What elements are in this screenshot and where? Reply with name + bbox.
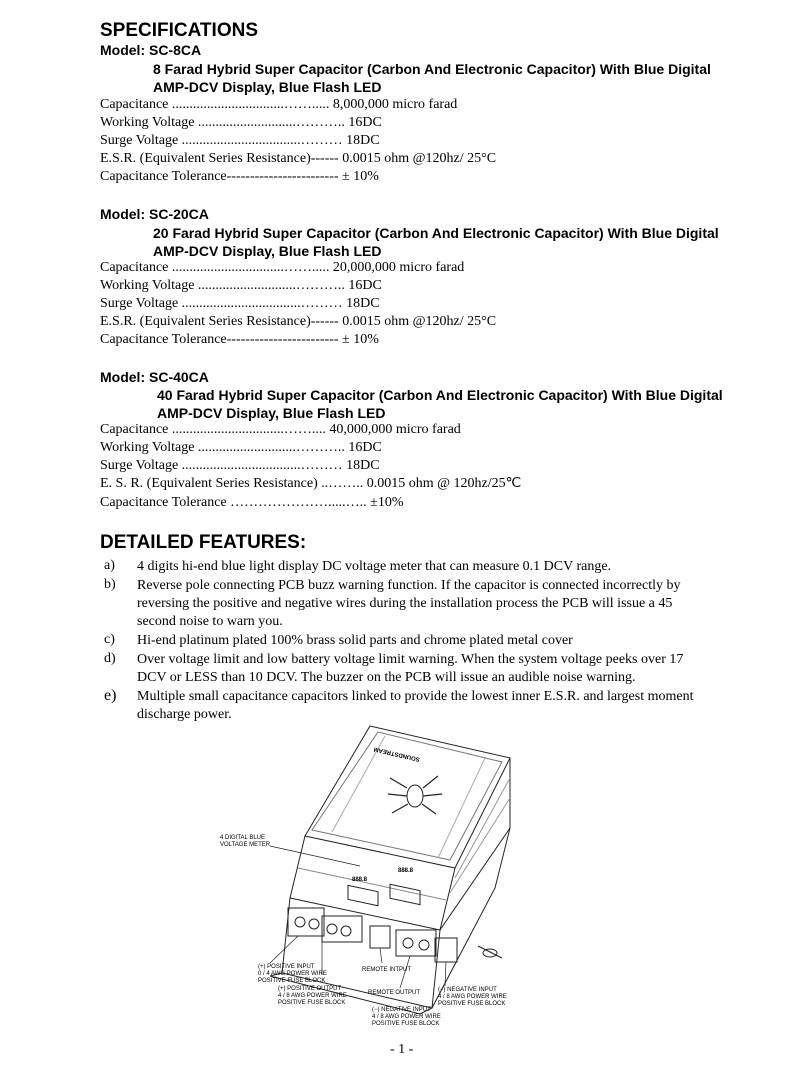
spider-logo <box>407 785 423 807</box>
spec-line: Surge Voltage ..................................……… 18DC <box>100 133 380 148</box>
spec-line: Capacitance Tolerance------------------------ ± 10% <box>100 332 379 347</box>
label-pos-output: (+) POSITIVE OUTPUT <box>278 986 342 992</box>
display-digits: 888.8 <box>352 877 368 883</box>
spec-line: E.S.R. (Equivalent Series Resistance)------ 0.0015 ohm @120hz/ 25°C <box>100 314 497 329</box>
spec-line: Capacitance ................................……..... 20,000,000 micro farad <box>100 260 465 275</box>
model-title: Model: SC-8CA <box>100 42 202 58</box>
feature-text: Reverse pole connecting PCB buzz warning function. If the capacitor is connected incorrectly by reversing the positive and negative wires during the installation process the PCB will issue a 45 second noise to warn you. <box>137 578 681 629</box>
spec-line: E.S.R. (Equivalent Series Resistance)------ 0.0015 ohm @120hz/ 25°C <box>100 151 497 166</box>
model-description: 8 Farad Hybrid Super Capacitor (Carbon And Electronic Capacitor) With Blue Digital AMP-DCV Display, Blue Flash LED <box>153 61 711 95</box>
spec-line: Capacitance Tolerance ………………….....….. ±10% <box>100 495 404 510</box>
page-number: - 1 - <box>390 1042 414 1057</box>
label-neg-output: 4 / 8 AWG POWER WIRE <box>438 994 507 1000</box>
feature-letter: a) <box>104 558 115 573</box>
label-neg-output: (−) NEGATIVE INPUT <box>438 987 497 993</box>
label-pos-input: (+) POSITIVE INPUT <box>258 964 315 970</box>
model-description: 20 Farad Hybrid Super Capacitor (Carbon And Electronic Capacitor) With Blue Digital AMP-DCV Display, Blue Flash LED <box>153 225 719 259</box>
spec-line: Working Voltage ............................……….. 16DC <box>100 440 382 455</box>
label-remote-input: REMOTE INTPUT <box>362 967 411 973</box>
spec-line: E. S. R. (Equivalent Series Resistance) ..…….. 0.0015 ohm @ 120hz/25℃ <box>100 476 522 491</box>
label-neg-input: POSITIVE FUSE BLOCK <box>372 1021 440 1027</box>
label-pos-output: 4 / 8 AWG POWER WIRE <box>278 993 347 999</box>
display-digits: 888.8 <box>398 868 414 874</box>
feature-text: Multiple small capacitance capacitors linked to provide the lowest inner E.S.R. and largest moment discharge power. <box>137 689 694 722</box>
spec-line: Capacitance ................................…….... 40,000,000 micro farad <box>100 422 461 437</box>
feature-letter: b) <box>104 577 116 592</box>
feature-text: Over voltage limit and low battery voltage limit warning. When the system voltage peeks over 17 DCV or LESS than 10 DCV. The buzzer on the PCB will issue an audible noise warning. <box>137 652 684 685</box>
label-meter: 4 DIGITAL BLUE <box>220 835 266 841</box>
spec-line: Capacitance Tolerance------------------------ ± 10% <box>100 169 379 184</box>
capacitor-product-diagram <box>210 718 530 1038</box>
label-remote-output: REMOTE OUTPUT <box>368 990 420 996</box>
brand-text: SOUNDSTREAM <box>373 745 421 762</box>
spec-line: Capacitance ................................……..... 8,000,000 micro farad <box>100 97 458 112</box>
feature-text: Hi-end platinum plated 100% brass solid parts and chrome plated metal cover <box>137 633 573 648</box>
spec-line: Working Voltage ............................……….. 16DC <box>100 115 382 130</box>
features-heading: DETAILED FEATURES: <box>100 532 307 553</box>
label-pos-output: POSITIVE FUSE BLOCK <box>278 1000 346 1006</box>
label-pos-input: POSITIVE FUSE BLOCK <box>258 978 326 984</box>
label-neg-input: 4 / 8 AWG POWER WIRE <box>372 1014 441 1020</box>
feature-text: 4 digits hi-end blue light display DC voltage meter that can measure 0.1 DCV range. <box>137 559 612 574</box>
label-neg-input: (−) NEGATIVE INPUT <box>372 1007 431 1013</box>
model-title: Model: SC-20CA <box>100 206 209 222</box>
model-title: Model: SC-40CA <box>100 369 209 385</box>
feature-letter: e) <box>104 687 117 704</box>
model-description: 40 Farad Hybrid Super Capacitor (Carbon And Electronic Capacitor) With Blue Digital AMP-DCV Display, Blue Flash LED <box>157 387 723 421</box>
label-neg-output: POSITIVE FUSE BLOCK <box>438 1001 506 1007</box>
specifications-heading: SPECIFICATIONS <box>100 20 258 41</box>
label-pos-input: 0 / 4 AWG POWER WIRE <box>258 971 327 977</box>
spec-line: Working Voltage ............................……….. 16DC <box>100 278 382 293</box>
spec-line: Surge Voltage ..................................……… 18DC <box>100 296 380 311</box>
spec-line: Surge Voltage ..................................……… 18DC <box>100 458 380 473</box>
feature-letter: d) <box>104 651 116 666</box>
feature-letter: c) <box>104 632 115 647</box>
label-meter: VOLTAGE METER <box>220 842 271 848</box>
